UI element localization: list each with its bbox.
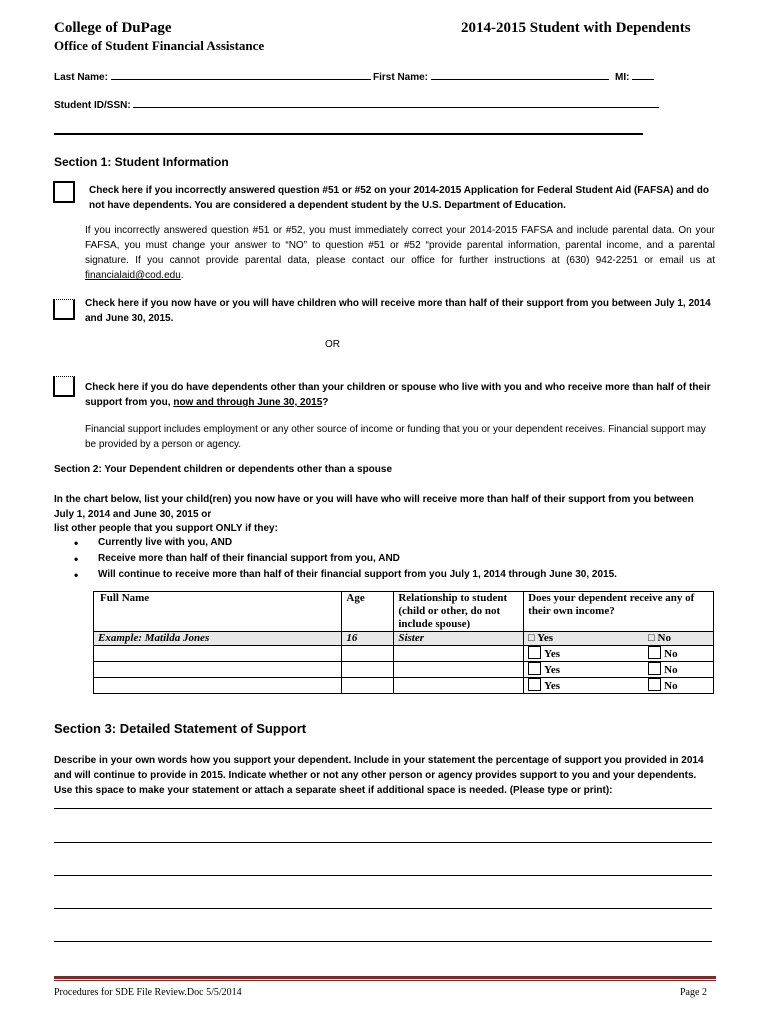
col-header-age: Age bbox=[342, 592, 394, 632]
name-cell[interactable] bbox=[94, 662, 342, 678]
no-label: No bbox=[664, 648, 678, 660]
footer-document-name: Procedures for SDE File Review.Doc 5/5/2014 bbox=[54, 987, 242, 998]
section2-intro2: list other people that you support ONLY if they: bbox=[54, 523, 278, 534]
check2-text: Check here if you now have or you will have children who will receive more than half of their support from you between July 1, 2014 and June 30, 2015. bbox=[85, 298, 711, 324]
yes-checkbox[interactable] bbox=[528, 662, 541, 675]
example-relationship: Sister bbox=[394, 632, 524, 646]
section3-title: Section 3: Detailed Statement of Support bbox=[54, 721, 307, 736]
checkbox-other-dependents[interactable] bbox=[53, 376, 75, 397]
example-name: Example: Matilda Jones bbox=[94, 632, 342, 646]
email-link[interactable]: financialaid@cod.edu bbox=[85, 270, 181, 281]
yes-label: Yes bbox=[544, 680, 561, 692]
section1-title: Section 1: Student Information bbox=[54, 155, 229, 169]
example-income bbox=[524, 632, 714, 646]
check1-note-post: . bbox=[180, 270, 184, 281]
support-note: Financial support includes employment or any other source of income or funding that you or your dependent receives. Financial support may be provided by a person or agency. bbox=[85, 424, 706, 450]
yes-checkbox[interactable] bbox=[528, 646, 541, 659]
first-name-label: First Name: bbox=[373, 72, 429, 83]
criteria-item: • Will continue to receive more than half of their financial support from you July 1, 2014 through June 30, 2015. bbox=[54, 567, 714, 583]
first-name-field[interactable] bbox=[431, 68, 609, 80]
check3-underlined: now and through June 30, 2015 bbox=[173, 397, 323, 408]
form-title: 2014-2015 Student with Dependents bbox=[461, 20, 691, 36]
age-cell[interactable] bbox=[342, 678, 394, 694]
name-cell[interactable] bbox=[94, 646, 342, 662]
no-label: No bbox=[664, 664, 678, 676]
student-id-row bbox=[54, 96, 659, 111]
header-divider bbox=[54, 133, 643, 135]
income-cell bbox=[524, 662, 714, 678]
last-name-field[interactable] bbox=[111, 68, 371, 80]
yes-checkbox[interactable] bbox=[528, 678, 541, 691]
last-name-label: Last Name: bbox=[54, 72, 108, 83]
check3-text-pre: Check here if you do have dependents other than your children or spouse who live with you and who receive more than half of their support from you, bbox=[85, 382, 711, 408]
no-checkbox[interactable] bbox=[648, 646, 661, 659]
student-id-label: Student ID/SSN: bbox=[54, 100, 131, 111]
checkbox-children[interactable] bbox=[53, 299, 75, 320]
dependents-table bbox=[93, 591, 714, 694]
no-checkbox[interactable] bbox=[648, 678, 661, 691]
col-header-relationship: Relationship to student (child or other, do not include spouse) bbox=[394, 592, 524, 632]
name-row bbox=[54, 68, 371, 83]
col-header-income: Does your dependent receive any of their own income? bbox=[524, 592, 714, 632]
criteria-item: • Receive more than half of their financial support from you, AND bbox=[54, 551, 714, 567]
student-id-field[interactable] bbox=[133, 96, 659, 108]
statement-line[interactable] bbox=[54, 842, 712, 843]
table-row bbox=[94, 662, 714, 678]
office-name: Office of Student Financial Assistance bbox=[54, 38, 265, 53]
section2-title: Section 2: Your Dependent children or dependents other than a spouse bbox=[54, 464, 393, 475]
check1-text: Check here if you incorrectly answered question #51 or #52 on your 2014-2015 Application for Federal Student Aid (FAFSA) and do not have dependents. You are considered a dependent student by the U.S. Department of Education. bbox=[89, 185, 709, 211]
example-yes: □ Yes bbox=[528, 632, 554, 644]
example-no: □ No bbox=[648, 632, 671, 644]
statement-line[interactable] bbox=[54, 808, 712, 809]
check1-note-pre: If you incorrectly answered question #51 or #52, you must immediately correct your 2014-2015 FAFSA and include parental data. On your FAFSA, you must change your answer to “NO” to question #51 or #52 “provide parental information, parental income, and a parental signature. If you cannot provide parental data, please contact our office for further instructions at (630) 942-2251 or email us at bbox=[85, 225, 715, 266]
income-cell bbox=[524, 678, 714, 694]
age-cell[interactable] bbox=[342, 662, 394, 678]
footer-rule bbox=[54, 976, 716, 979]
yes-label: Yes bbox=[544, 648, 561, 660]
check1-note bbox=[85, 223, 715, 283]
table-row bbox=[94, 678, 714, 694]
example-age: 16 bbox=[342, 632, 394, 646]
income-cell bbox=[524, 646, 714, 662]
criteria-list bbox=[54, 535, 714, 583]
relationship-cell[interactable] bbox=[394, 662, 524, 678]
yes-label: Yes bbox=[544, 664, 561, 676]
footer-page-number: Page 2 bbox=[680, 987, 707, 998]
age-cell[interactable] bbox=[342, 646, 394, 662]
or-separator: OR bbox=[325, 339, 340, 350]
statement-line[interactable] bbox=[54, 908, 712, 909]
table-row bbox=[94, 646, 714, 662]
statement-line[interactable] bbox=[54, 941, 712, 942]
mi-label: MI: bbox=[615, 72, 630, 83]
name-cell[interactable] bbox=[94, 678, 342, 694]
statement-line[interactable] bbox=[54, 875, 712, 876]
mi-field[interactable] bbox=[632, 68, 654, 80]
no-checkbox[interactable] bbox=[648, 662, 661, 675]
check3-text bbox=[85, 380, 715, 410]
section3-instructions: Describe in your own words how you support your dependent. Include in your statement the percentage of support you provided in 2014 and will continue to provide in 2015. Indicate whether or not any other person or agency provides support to you and your dependents. Use this space to make your statement or attach a separate sheet if additional space is needed. (Please type or print): bbox=[54, 755, 704, 796]
mi-row bbox=[615, 68, 654, 83]
col-header-name: Full Name bbox=[94, 592, 342, 632]
checkbox-incorrect-fafsa[interactable] bbox=[53, 181, 75, 203]
footer-rule-thin bbox=[54, 980, 716, 981]
first-name-row bbox=[373, 68, 609, 83]
relationship-cell[interactable] bbox=[394, 678, 524, 694]
college-name: College of DuPage bbox=[54, 20, 172, 36]
section2-intro: In the chart below, list your child(ren) you now have or you will have who will receive more than half of their support from you between July 1, 2014 and June 30, 2015 or bbox=[54, 494, 694, 520]
criteria-item: • Currently live with you, AND bbox=[54, 535, 714, 551]
table-header-row bbox=[94, 592, 714, 632]
table-row-example bbox=[94, 632, 714, 646]
relationship-cell[interactable] bbox=[394, 646, 524, 662]
no-label: No bbox=[664, 680, 678, 692]
check3-text-post: ? bbox=[322, 397, 329, 408]
